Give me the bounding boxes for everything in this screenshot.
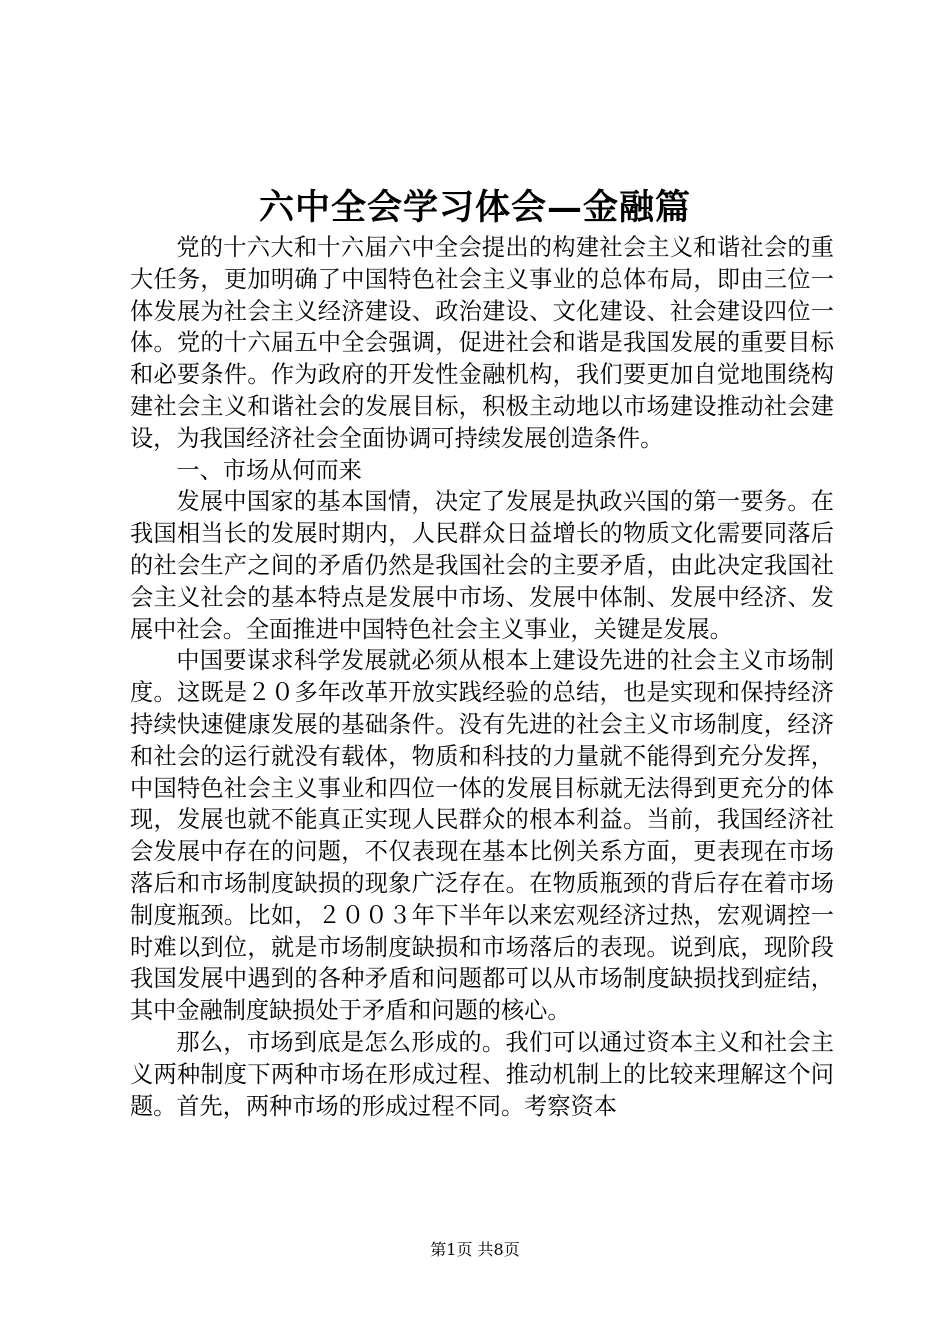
paragraph-intro: 党的十六大和十六届六中全会提出的构建社会主义和谐社会的重大任务，更加明确了中国特色社会主义事业的总体布局，即由三位一体发展为社会主义经济建设、政治建设、文化建设、社会建设四位一体。党的十六届五中全会强调，促进社会和谐是我国发展的重要目标和必要条件。作为政府的开发性金融机构，我们要更加自觉地围绕构建社会主义和谐社会的发展目标，积极主动地以市场建设推动社会建设，为我国经济社会全面协调可持续发展创造条件。	[130, 234, 834, 452]
paragraph-market-system: 中国要谋求科学发展就必须从根本上建设先进的社会主义市场制度。这既是２０多年改革开放实践经验的总结，也是实现和保持经济持续快速健康发展的基础条件。没有先进的社会主义市场制度，经济和社会的运行就没有载体，物质和科技的力量就不能得到充分发挥，中国特色社会主义事业和四位一体的发展目标就无法得到更充分的体现，发展也就不能真正实现人民群众的根本利益。当前，我国经济社会发展中存在的问题，不仅表现在基本比例关系方面，更表现在市场落后和市场制度缺损的现象广泛存在。在物质瓶颈的背后存在着市场制度瓶颈。比如，２００３年下半年以来宏观经济过热，宏观调控一时难以到位，就是市场制度缺损和市场落后的表现。说到底，现阶段我国发展中遇到的各种矛盾和问题都可以从市场制度缺损找到症结，其中金融制度缺损处于矛盾和问题的核心。	[130, 647, 834, 1025]
document-body	[130, 232, 834, 1122]
paragraph-development: 发展中国家的基本国情，决定了发展是执政兴国的第一要务。在我国相当长的发展时期内，人民群众日益增长的物质文化需要同落后的社会生产之间的矛盾仍然是我国社会的主要矛盾，由此决定我国社会主义社会的基本特点是发展中市场、发展中体制、发展中经济、发展中社会。全面推进中国特色社会主义事业，关键是发展。	[130, 488, 834, 643]
paragraph-market-formation: 那么，市场到底是怎么形成的。我们可以通过资本主义和社会主义两种制度下两种市场在形成过程、推动机制上的比较来理解这个问题。首先，两种市场的形成过程不同。考察资本	[130, 1028, 834, 1120]
page-footer: 第1页 共8页	[430, 1240, 520, 1259]
document-title: 六中全会学习体会—金融篇	[258, 187, 691, 228]
section-heading: 一、市场从何而来	[176, 456, 362, 484]
